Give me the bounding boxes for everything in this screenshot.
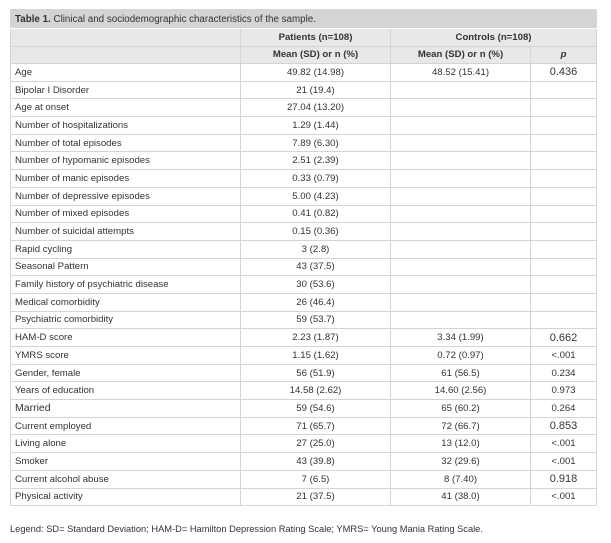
controls-value bbox=[391, 276, 531, 294]
header-controls-stat: Mean (SD) or n (%) bbox=[391, 46, 531, 64]
row-label: Number of total episodes bbox=[11, 134, 241, 152]
table-row bbox=[11, 382, 597, 400]
controls-value bbox=[391, 205, 531, 223]
table-row bbox=[11, 223, 597, 241]
patients-value: 3 (2.8) bbox=[241, 240, 391, 258]
row-label: Number of manic episodes bbox=[11, 170, 241, 188]
header-blank-cell bbox=[11, 29, 241, 47]
controls-value: 3.34 (1.99) bbox=[391, 329, 531, 347]
controls-value bbox=[391, 170, 531, 188]
p-value bbox=[531, 223, 597, 241]
characteristics-table bbox=[10, 9, 597, 506]
column-header-row bbox=[11, 46, 597, 64]
controls-value: 65 (60.2) bbox=[391, 400, 531, 418]
table-title-number: Table 1. bbox=[15, 13, 51, 25]
controls-value bbox=[391, 187, 531, 205]
table-row bbox=[11, 347, 597, 365]
table-row bbox=[11, 417, 597, 435]
p-value: 0.662 bbox=[531, 329, 597, 347]
patients-value: 30 (53.6) bbox=[241, 276, 391, 294]
controls-value: 48.52 (15.41) bbox=[391, 64, 531, 82]
p-value: <.001 bbox=[531, 488, 597, 506]
table-title bbox=[11, 10, 597, 29]
patients-value: 0.41 (0.82) bbox=[241, 205, 391, 223]
table-title-text: Clinical and sociodemographic characteristics of the sample. bbox=[50, 13, 316, 25]
p-value: 0.436 bbox=[531, 64, 597, 82]
controls-value: 0.72 (0.97) bbox=[391, 347, 531, 365]
header-p-value: p bbox=[531, 46, 597, 64]
controls-value bbox=[391, 258, 531, 276]
patients-value: 59 (53.7) bbox=[241, 311, 391, 329]
p-value bbox=[531, 117, 597, 135]
table-row bbox=[11, 470, 597, 488]
patients-value: 1.15 (1.62) bbox=[241, 347, 391, 365]
patients-value: 1.29 (1.44) bbox=[241, 117, 391, 135]
patients-value: 56 (51.9) bbox=[241, 364, 391, 382]
controls-value bbox=[391, 311, 531, 329]
patients-value: 5.00 (4.23) bbox=[241, 187, 391, 205]
table-row bbox=[11, 152, 597, 170]
row-label: Family history of psychiatric disease bbox=[11, 276, 241, 294]
controls-value bbox=[391, 293, 531, 311]
controls-value bbox=[391, 134, 531, 152]
table-row bbox=[11, 81, 597, 99]
patients-value: 2.51 (2.39) bbox=[241, 152, 391, 170]
p-value bbox=[531, 311, 597, 329]
table-row bbox=[11, 364, 597, 382]
row-label: HAM-D score bbox=[11, 329, 241, 347]
p-value: <.001 bbox=[531, 347, 597, 365]
row-label: Number of hospitalizations bbox=[11, 117, 241, 135]
table-row bbox=[11, 293, 597, 311]
table-row bbox=[11, 170, 597, 188]
p-value bbox=[531, 170, 597, 188]
table-row bbox=[11, 276, 597, 294]
table-row bbox=[11, 400, 597, 418]
table-row bbox=[11, 453, 597, 471]
patients-value: 0.15 (0.36) bbox=[241, 223, 391, 241]
p-value bbox=[531, 187, 597, 205]
row-label: Seasonal Pattern bbox=[11, 258, 241, 276]
row-label: Gender, female bbox=[11, 364, 241, 382]
row-label: Physical activity bbox=[11, 488, 241, 506]
patients-value: 49.82 (14.98) bbox=[241, 64, 391, 82]
table-row bbox=[11, 329, 597, 347]
controls-value: 14.60 (2.56) bbox=[391, 382, 531, 400]
p-value bbox=[531, 258, 597, 276]
patients-value: 7.89 (6.30) bbox=[241, 134, 391, 152]
patients-value: 43 (39.8) bbox=[241, 453, 391, 471]
row-label: Current alcohol abuse bbox=[11, 470, 241, 488]
row-label: Living alone bbox=[11, 435, 241, 453]
p-value bbox=[531, 152, 597, 170]
p-value: <.001 bbox=[531, 435, 597, 453]
row-label: YMRS score bbox=[11, 347, 241, 365]
p-value: 0.918 bbox=[531, 470, 597, 488]
controls-value bbox=[391, 99, 531, 117]
p-value bbox=[531, 205, 597, 223]
controls-value: 13 (12.0) bbox=[391, 435, 531, 453]
controls-value bbox=[391, 240, 531, 258]
p-value bbox=[531, 293, 597, 311]
patients-value: 7 (6.5) bbox=[241, 470, 391, 488]
controls-value bbox=[391, 117, 531, 135]
row-label: Age bbox=[11, 64, 241, 82]
table-row bbox=[11, 99, 597, 117]
controls-value bbox=[391, 223, 531, 241]
table-row bbox=[11, 240, 597, 258]
table-row bbox=[11, 488, 597, 506]
row-label: Rapid cycling bbox=[11, 240, 241, 258]
row-label: Bipolar I Disorder bbox=[11, 81, 241, 99]
table-row bbox=[11, 187, 597, 205]
p-value: 0.973 bbox=[531, 382, 597, 400]
controls-value: 8 (7.40) bbox=[391, 470, 531, 488]
p-value: <.001 bbox=[531, 453, 597, 471]
table-legend: Legend: SD= Standard Deviation; HAM-D= Hamilton Depression Rating Scale; YMRS= Young Mania Rating Scale. bbox=[10, 524, 483, 534]
p-value: 0.264 bbox=[531, 400, 597, 418]
row-label: Married bbox=[11, 400, 241, 418]
patients-value: 43 (37.5) bbox=[241, 258, 391, 276]
patients-value: 14.58 (2.62) bbox=[241, 382, 391, 400]
table-row bbox=[11, 311, 597, 329]
table-row bbox=[11, 435, 597, 453]
patients-value: 26 (46.4) bbox=[241, 293, 391, 311]
table-row bbox=[11, 205, 597, 223]
row-label: Number of hypomanic episodes bbox=[11, 152, 241, 170]
row-label: Current employed bbox=[11, 417, 241, 435]
group-header-row bbox=[11, 29, 597, 47]
p-value: 0.234 bbox=[531, 364, 597, 382]
patients-value: 21 (19.4) bbox=[241, 81, 391, 99]
table-title-row bbox=[11, 10, 597, 29]
p-value bbox=[531, 240, 597, 258]
p-value bbox=[531, 81, 597, 99]
controls-value bbox=[391, 81, 531, 99]
p-value: 0.853 bbox=[531, 417, 597, 435]
controls-value: 32 (29.6) bbox=[391, 453, 531, 471]
header-controls-group: Controls (n=108) bbox=[391, 29, 597, 47]
p-value bbox=[531, 276, 597, 294]
header-patients-stat: Mean (SD) or n (%) bbox=[241, 46, 391, 64]
table-row bbox=[11, 258, 597, 276]
table-row bbox=[11, 134, 597, 152]
table-row bbox=[11, 64, 597, 82]
p-value bbox=[531, 134, 597, 152]
row-label: Number of mixed episodes bbox=[11, 205, 241, 223]
patients-value: 71 (65.7) bbox=[241, 417, 391, 435]
controls-value: 61 (56.5) bbox=[391, 364, 531, 382]
patients-value: 27 (25.0) bbox=[241, 435, 391, 453]
patients-value: 0.33 (0.79) bbox=[241, 170, 391, 188]
header-patients-group: Patients (n=108) bbox=[241, 29, 391, 47]
patients-value: 2.23 (1.87) bbox=[241, 329, 391, 347]
table-row bbox=[11, 117, 597, 135]
row-label: Number of suicidal attempts bbox=[11, 223, 241, 241]
row-label: Psychiatric comorbidity bbox=[11, 311, 241, 329]
p-value bbox=[531, 99, 597, 117]
patients-value: 21 (37.5) bbox=[241, 488, 391, 506]
header-blank-cell bbox=[11, 46, 241, 64]
row-label: Age at onset bbox=[11, 99, 241, 117]
row-label: Smoker bbox=[11, 453, 241, 471]
row-label: Medical comorbidity bbox=[11, 293, 241, 311]
table-container bbox=[10, 9, 596, 506]
patients-value: 27.04 (13.20) bbox=[241, 99, 391, 117]
row-label: Years of education bbox=[11, 382, 241, 400]
row-label: Number of depressive episodes bbox=[11, 187, 241, 205]
controls-value bbox=[391, 152, 531, 170]
patients-value: 59 (54.6) bbox=[241, 400, 391, 418]
controls-value: 72 (66.7) bbox=[391, 417, 531, 435]
controls-value: 41 (38.0) bbox=[391, 488, 531, 506]
